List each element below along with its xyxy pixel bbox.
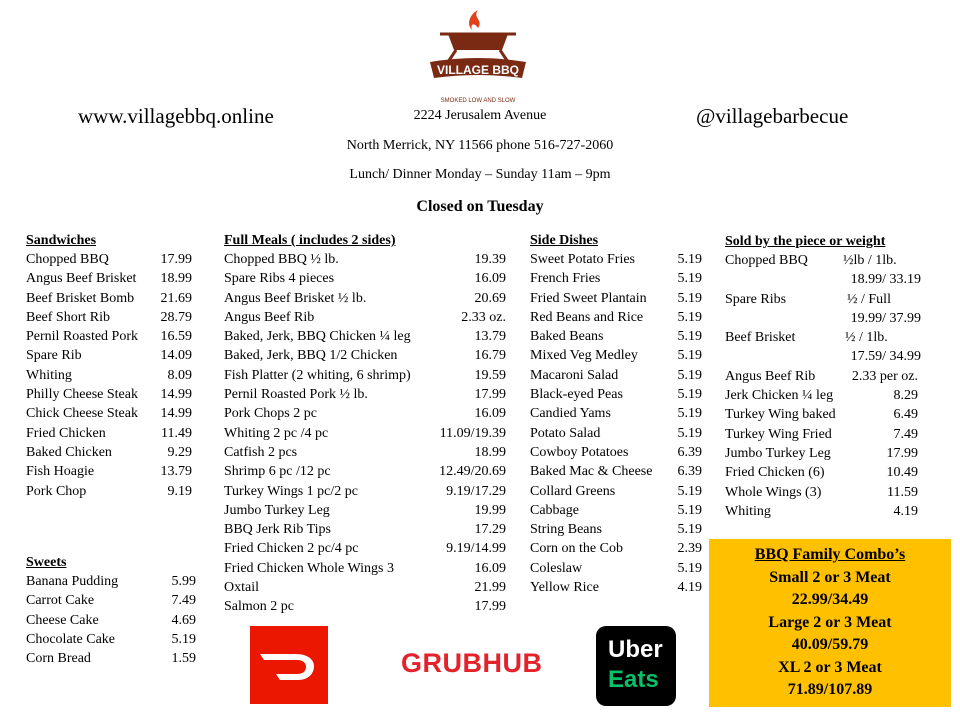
item-name: Baked Beans <box>530 329 604 345</box>
item-name: Potato Salad <box>530 425 601 441</box>
item-name: Chopped BBQ ½ lb. <box>224 252 339 267</box>
item-price: 7.49 <box>893 426 918 442</box>
menu-item-row <box>26 250 192 269</box>
menu-item-row <box>530 539 702 558</box>
menu-item-row <box>26 269 192 288</box>
item-name: Whiting 2 pc /4 pc <box>224 425 329 441</box>
menu-item-row <box>725 425 918 444</box>
menu-item-row <box>224 578 506 597</box>
item-price: 11.59 <box>887 484 918 500</box>
item-price: 16.59 <box>160 329 192 345</box>
item-name: Whiting <box>26 367 72 383</box>
item-name: Whiting <box>725 503 771 519</box>
item-price: 5.19 <box>677 406 702 422</box>
menu-item-row <box>26 289 192 308</box>
item-name: Fried Chicken <box>26 425 106 441</box>
item-name: Yellow Rice <box>530 580 599 596</box>
doordash-icon <box>250 626 328 704</box>
menu-item-row <box>530 482 702 501</box>
item-price: 19.99 <box>474 502 506 518</box>
item-name: Turkey Wing baked <box>725 407 836 423</box>
item-name: Pork Chops 2 pc <box>224 406 317 422</box>
item-price: 5.19 <box>677 522 702 538</box>
item-name: Fried Chicken 2 pc/4 pc <box>224 541 359 557</box>
item-name: Spare Ribs 4 pieces <box>224 271 335 287</box>
item-name: Banana Pudding <box>26 574 119 589</box>
item-sizes: ½ / Full <box>847 291 891 307</box>
item-price: 17.99 <box>886 445 918 461</box>
item-price: 5.19 <box>677 560 702 576</box>
item-name: Beef Brisket Bomb <box>26 290 135 306</box>
menu-item-row <box>530 462 702 481</box>
item-price: 18.99 <box>160 271 192 287</box>
item-name: Cowboy Potatoes <box>530 444 629 460</box>
menu-item-row <box>224 366 506 385</box>
sweets-heading: Sweets <box>26 555 67 570</box>
menu-item-row <box>530 269 702 288</box>
item-name: Spare Rib <box>26 348 82 364</box>
combo-line: Small 2 or 3 Meat <box>769 568 891 586</box>
item-price: 6.49 <box>893 407 918 423</box>
website-link[interactable]: www.villagebbq.online <box>78 104 274 128</box>
menu-item-row <box>224 462 506 481</box>
item-name: Fried Sweet Plantain <box>530 290 647 306</box>
menu-item-row <box>224 346 506 365</box>
uber-eats-line-2: Eats <box>608 666 659 693</box>
item-sizes: ½ / 1lb. <box>845 330 888 346</box>
menu-item-row <box>530 250 702 269</box>
item-sizes: ½lb / 1lb. <box>843 253 897 268</box>
menu-item-row <box>26 482 192 501</box>
menu-item-row <box>26 443 192 462</box>
item-name: Baked Chicken <box>26 444 112 460</box>
menu-item-row <box>530 366 702 385</box>
item-price: 5.19 <box>677 329 702 345</box>
item-name: Chopped BBQ <box>725 253 808 268</box>
item-name: Chocolate Cake <box>26 631 116 647</box>
item-price: 9.29 <box>167 444 192 460</box>
item-price: 5.19 <box>677 367 702 383</box>
item-price: 14.09 <box>160 348 192 364</box>
item-name: Corn Bread <box>26 651 91 667</box>
sandwiches-list <box>26 250 192 501</box>
item-name: Angus Beef Rib <box>725 368 816 384</box>
item-price: 17.59/ 34.99 <box>850 349 921 365</box>
menu-item-row <box>224 443 506 462</box>
item-price: 1.59 <box>171 651 196 667</box>
item-price: 11.49 <box>161 425 192 441</box>
item-name: Fish Hoagie <box>26 464 95 480</box>
menu-item-row <box>224 424 506 443</box>
grubhub-logo[interactable]: GRUBHUB <box>401 648 543 678</box>
item-name: Coleslaw <box>530 560 583 576</box>
item-price: 5.19 <box>677 502 702 518</box>
item-name: Red Beans and Rice <box>530 309 644 325</box>
item-price: 14.99 <box>160 406 192 422</box>
item-name: Whole Wings (3) <box>725 484 822 500</box>
menu-item-row <box>224 385 506 404</box>
uber-eats-logo[interactable] <box>596 626 676 706</box>
menu-item-row <box>530 520 702 539</box>
item-name: Fried Chicken (6) <box>725 465 825 481</box>
combo-title: BBQ Family Combo’s <box>754 546 906 563</box>
item-price: 28.79 <box>160 309 192 325</box>
item-price: 17.29 <box>474 522 506 538</box>
item-price: 18.99/ 33.19 <box>850 272 921 288</box>
menu-item-row <box>530 578 702 597</box>
item-name: String Beans <box>530 522 602 538</box>
item-name: Black-eyed Peas <box>530 387 623 403</box>
item-price: 13.79 <box>160 464 192 480</box>
menu-item-row <box>530 443 702 462</box>
item-price: 17.99 <box>474 387 506 403</box>
item-name: Catfish 2 pcs <box>224 444 298 460</box>
item-price: 6.39 <box>677 444 702 460</box>
full-meals-section <box>224 231 506 617</box>
item-price: 19.99/ 37.99 <box>850 310 921 326</box>
item-price: 9.19 <box>167 483 192 499</box>
menu-item-row <box>26 630 196 649</box>
uber-eats-line-1: Uber <box>608 636 663 663</box>
by-weight-brisket-price-row <box>725 347 921 366</box>
menu-item-row <box>725 502 918 521</box>
item-price: 5.99 <box>171 574 196 589</box>
item-name: Macaroni Salad <box>530 367 619 383</box>
menu-item-row <box>26 462 192 481</box>
menu-item-row <box>26 327 192 346</box>
menu-item-row <box>26 385 192 404</box>
menu-item-row <box>224 597 506 616</box>
menu-item-row <box>224 327 506 346</box>
menu-item-row <box>530 346 702 365</box>
side-dishes-section <box>530 231 702 597</box>
item-name: Pork Chop <box>26 483 87 499</box>
item-price: 8.09 <box>167 367 192 383</box>
item-price: 6.39 <box>677 464 702 480</box>
sweets-section <box>26 553 196 668</box>
item-name: Fish Platter (2 whiting, 6 shrimp) <box>224 367 411 383</box>
item-price: 18.99 <box>474 444 506 460</box>
menu-item-row <box>725 367 918 386</box>
menu-item-row <box>224 289 506 308</box>
item-price: 20.69 <box>474 290 506 306</box>
item-price: 12.49/20.69 <box>439 464 506 480</box>
item-price: 8.29 <box>893 388 918 404</box>
item-price: 5.19 <box>677 387 702 403</box>
item-name: Angus Beef Rib <box>224 309 315 325</box>
menu-item-row <box>224 308 506 327</box>
family-combo-box <box>709 539 951 707</box>
full-meals-list <box>224 250 506 617</box>
side-dishes-heading: Side Dishes <box>530 233 599 248</box>
item-price: 5.19 <box>677 348 702 364</box>
item-name: Cheese Cake <box>26 612 99 628</box>
menu-item-row <box>26 404 192 423</box>
doordash-logo[interactable] <box>250 626 328 704</box>
item-price: 5.19 <box>677 309 702 325</box>
item-name: Baked, Jerk, BBQ 1/2 Chicken <box>224 348 398 364</box>
menu-item-row <box>224 559 506 578</box>
item-price: 2.33 oz. <box>461 309 506 325</box>
combo-line: 40.09/59.79 <box>791 636 869 653</box>
item-price: 7.49 <box>171 593 196 609</box>
menu-item-row <box>725 463 918 482</box>
side-dishes-list <box>530 250 702 597</box>
by-weight-heading: Sold by the piece or weight <box>725 234 886 249</box>
item-name: Spare Ribs <box>725 291 787 307</box>
village-bbq-logo <box>426 4 530 106</box>
item-price: 2.33 per oz. <box>851 368 918 384</box>
item-price: 4.19 <box>893 503 918 519</box>
address-line-1: 2224 Jerusalem Avenue <box>413 108 547 123</box>
item-price: 5.19 <box>677 290 702 306</box>
menu-item-row <box>26 611 196 630</box>
menu-item-row <box>224 482 506 501</box>
menu-item-row <box>26 649 196 668</box>
item-price: 5.19 <box>677 425 702 441</box>
item-name: Beef Brisket <box>725 330 796 346</box>
full-meals-heading: Full Meals ( includes 2 sides) <box>224 233 396 248</box>
item-name: Beef Short Rib <box>26 309 110 325</box>
by-weight-section <box>725 232 921 521</box>
item-name: Pernil Roasted Pork <box>26 329 138 345</box>
menu-item-row <box>530 385 702 404</box>
item-name: Salmon 2 pc <box>224 599 294 615</box>
item-price: 17.99 <box>474 599 506 615</box>
menu-item-row <box>26 308 192 327</box>
menu-item-row <box>26 572 196 591</box>
item-price: 13.79 <box>474 329 506 345</box>
item-price: 9.19/14.99 <box>446 541 506 557</box>
sweets-list <box>26 572 196 668</box>
item-price: 19.59 <box>474 367 506 383</box>
menu-item-row <box>224 501 506 520</box>
item-price: 21.69 <box>160 290 192 306</box>
menu-item-row <box>530 404 702 423</box>
menu-item-row <box>26 366 192 385</box>
menu-item-row <box>224 250 506 269</box>
menu-item-row <box>530 424 702 443</box>
menu-item-row <box>530 327 702 346</box>
item-name: Turkey Wings 1 pc/2 pc <box>224 483 358 499</box>
item-price: 5.19 <box>677 271 702 287</box>
sandwiches-section <box>26 231 192 501</box>
item-price: 16.09 <box>474 560 506 576</box>
item-name: Cabbage <box>530 502 579 518</box>
by-weight-spare-row <box>725 290 918 309</box>
menu-item-row <box>26 591 196 610</box>
combo-line: Large 2 or 3 Meat <box>768 613 892 631</box>
item-name: Fried Chicken Whole Wings 3 <box>224 560 395 576</box>
sandwiches-heading: Sandwiches <box>26 233 97 248</box>
item-name: Candied Yams <box>530 406 611 422</box>
by-weight-spare-price-row <box>725 309 921 328</box>
menu-item-row <box>530 308 702 327</box>
by-weight-chopped-row <box>725 251 918 270</box>
menu-item-row <box>725 405 918 424</box>
item-name: Chopped BBQ <box>26 252 109 267</box>
item-name: Turkey Wing Fried <box>725 426 832 442</box>
menu-item-row <box>530 501 702 520</box>
menu-item-row <box>725 386 918 405</box>
item-price: 16.79 <box>474 348 506 364</box>
menu-item-row <box>224 269 506 288</box>
grill-logo-icon <box>426 4 530 106</box>
menu-item-row <box>725 444 918 463</box>
logo-name: VILLAGE BBQ <box>436 63 520 77</box>
item-name: Corn on the Cob <box>530 541 623 557</box>
item-price: 21.99 <box>474 580 506 596</box>
by-weight-chopped-price-row <box>725 270 921 289</box>
item-price: 11.09/19.39 <box>439 425 506 441</box>
item-price: 5.19 <box>171 631 196 647</box>
item-name: Shrimp 6 pc /12 pc <box>224 464 331 480</box>
item-price: 9.19/17.29 <box>446 483 506 499</box>
menu-item-row <box>26 346 192 365</box>
item-name: Pernil Roasted Pork ½ lb. <box>224 387 368 403</box>
menu-item-row <box>725 483 918 502</box>
item-price: 5.19 <box>677 483 702 499</box>
item-name: BBQ Jerk Rib Tips <box>224 522 331 538</box>
menu-item-row <box>530 559 702 578</box>
instagram-handle[interactable]: @villagebarbecue <box>696 104 849 128</box>
item-price: 4.19 <box>677 580 702 596</box>
item-price: 14.99 <box>160 387 192 403</box>
item-price: 5.19 <box>677 252 702 267</box>
combo-line: XL 2 or 3 Meat <box>778 658 882 676</box>
item-name: Chick Cheese Steak <box>26 406 138 422</box>
combo-line: 22.99/34.49 <box>791 591 869 608</box>
item-price: 2.39 <box>677 541 702 557</box>
menu-item-row <box>224 404 506 423</box>
item-name: Oxtail <box>224 580 259 596</box>
item-price: 16.09 <box>474 271 506 287</box>
item-name: Philly Cheese Steak <box>26 387 138 403</box>
item-name: Collard Greens <box>530 483 616 499</box>
menu-item-row <box>224 539 506 558</box>
by-weight-brisket-row <box>725 328 918 347</box>
item-name: Mixed Veg Medley <box>530 348 638 364</box>
item-name: Angus Beef Brisket ½ lb. <box>224 290 367 306</box>
item-name: Baked, Jerk, BBQ Chicken ¼ leg <box>224 329 411 345</box>
combo-line: 71.89/107.89 <box>787 681 873 698</box>
logo-tagline: SMOKED LOW AND SLOW <box>440 98 516 104</box>
menu-item-row <box>224 520 506 539</box>
item-name: Jerk Chicken ¼ leg <box>725 388 834 404</box>
closed-notice: Closed on Tuesday <box>416 198 544 215</box>
address-line-2: North Merrick, NY 11566 phone 516-727-2060 <box>346 138 614 153</box>
item-price: 10.49 <box>886 465 918 481</box>
item-name: Jumbo Turkey Leg <box>224 502 330 518</box>
item-name: Angus Beef Brisket <box>26 271 137 287</box>
item-name: French Fries <box>530 271 601 287</box>
item-price: 17.99 <box>160 252 192 267</box>
menu-item-row <box>530 289 702 308</box>
item-price: 16.09 <box>474 406 506 422</box>
item-name: Baked Mac & Cheese <box>530 464 653 480</box>
menu-item-row <box>26 424 192 443</box>
item-price: 4.69 <box>171 612 196 628</box>
item-name: Sweet Potato Fries <box>530 252 635 267</box>
item-price: 19.39 <box>474 252 506 267</box>
hours: Lunch/ Dinner Monday – Sunday 11am – 9pm <box>349 167 611 182</box>
item-name: Jumbo Turkey Leg <box>725 445 831 461</box>
by-weight-list <box>725 367 918 521</box>
item-name: Carrot Cake <box>26 593 95 609</box>
